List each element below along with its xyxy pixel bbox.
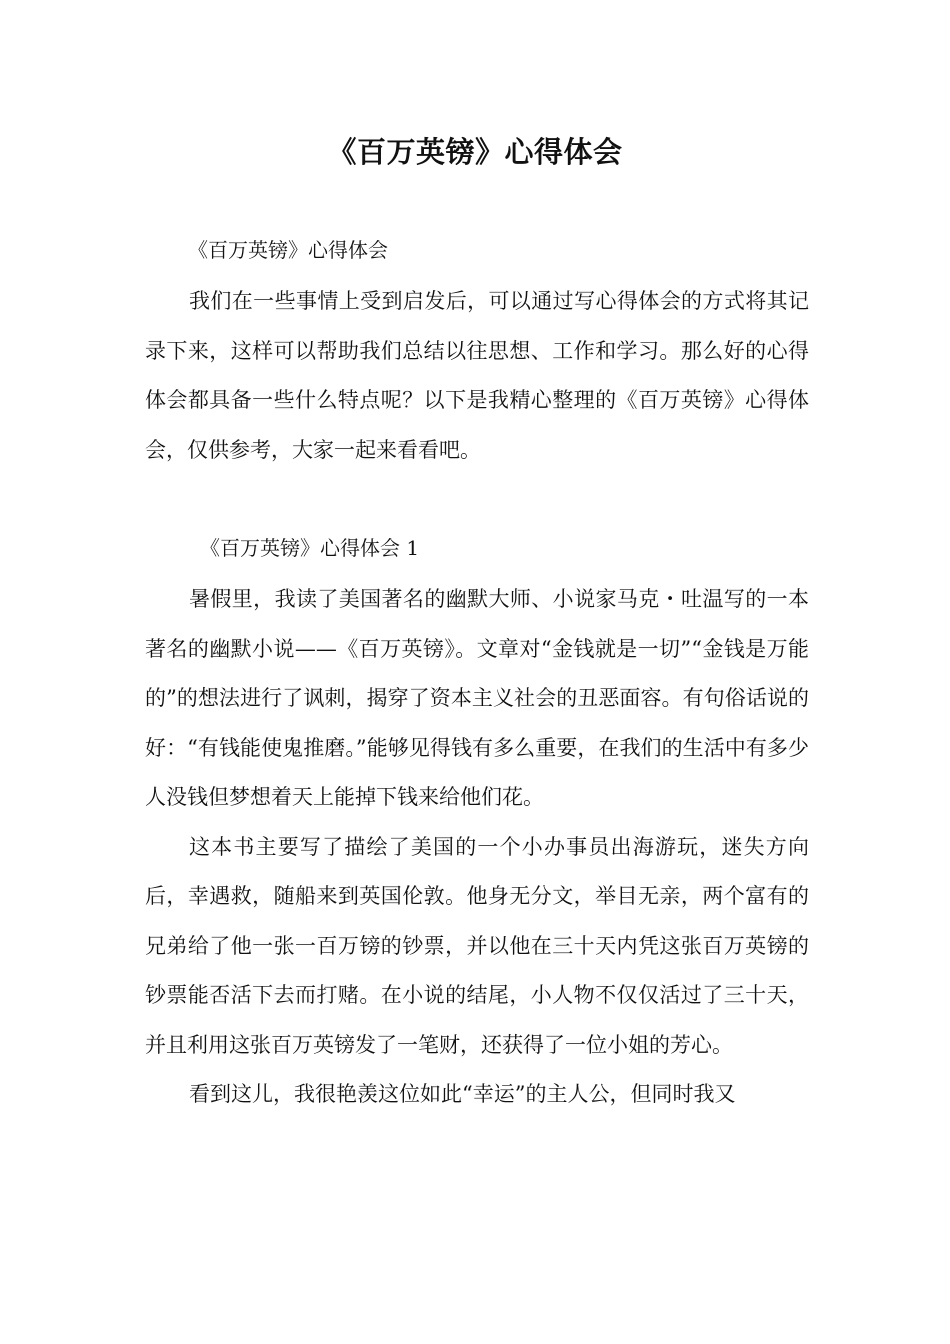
section-heading: 《百万英镑》心得体会 1	[200, 536, 420, 560]
section-paragraph-1: 暑假里，我读了美国著名的幽默大师、小说家马克・吐温写的一本著名的幽默小说——《百万英镑》。文章对“金钱就是一切”“金钱是万能的”的想法进行了讽刺，揭穿了资本主义社会的丑恶面容。有句俗话说的好：“有钱能使鬼推磨。”能够见得钱有多么重要，在我们的生活中有多少人没钱但梦想着天上能掉下钱来给他们花。	[145, 587, 809, 809]
document-subtitle: 《百万英镑》心得体会	[188, 238, 388, 262]
section-paragraph-2: 这本书主要写了描绘了美国的一个小办事员出海游玩，迷失方向后，幸遇救，随船来到英国伦敦。他身无分文，举目无亲，两个富有的兄弟给了他一张一百万镑的钞票，并以他在三十天内凭这张百万英镑的钞票能否活下去而打赌。在小说的结尾，小人物不仅仅活过了三十天，并且利用这张百万英镑发了一笔财，还获得了一位小姐的芳心。	[145, 834, 809, 1057]
section-paragraph-3: 看到这儿，我很艳羡这位如此“幸运”的主人公，但同时我又	[189, 1082, 736, 1106]
document-title: 《百万英镑》心得体会	[327, 135, 623, 169]
intro-block	[145, 277, 809, 475]
intro-paragraph: 我们在一些事情上受到启发后，可以通过写心得体会的方式将其记录下来，这样可以帮助我们总结以往思想、工作和学习。那么好的心得体会都具备一些什么特点呢？以下是我精心整理的《百万英镑》心得体会，仅供参考，大家一起来看看吧。	[145, 289, 809, 462]
section-body	[145, 575, 809, 1120]
